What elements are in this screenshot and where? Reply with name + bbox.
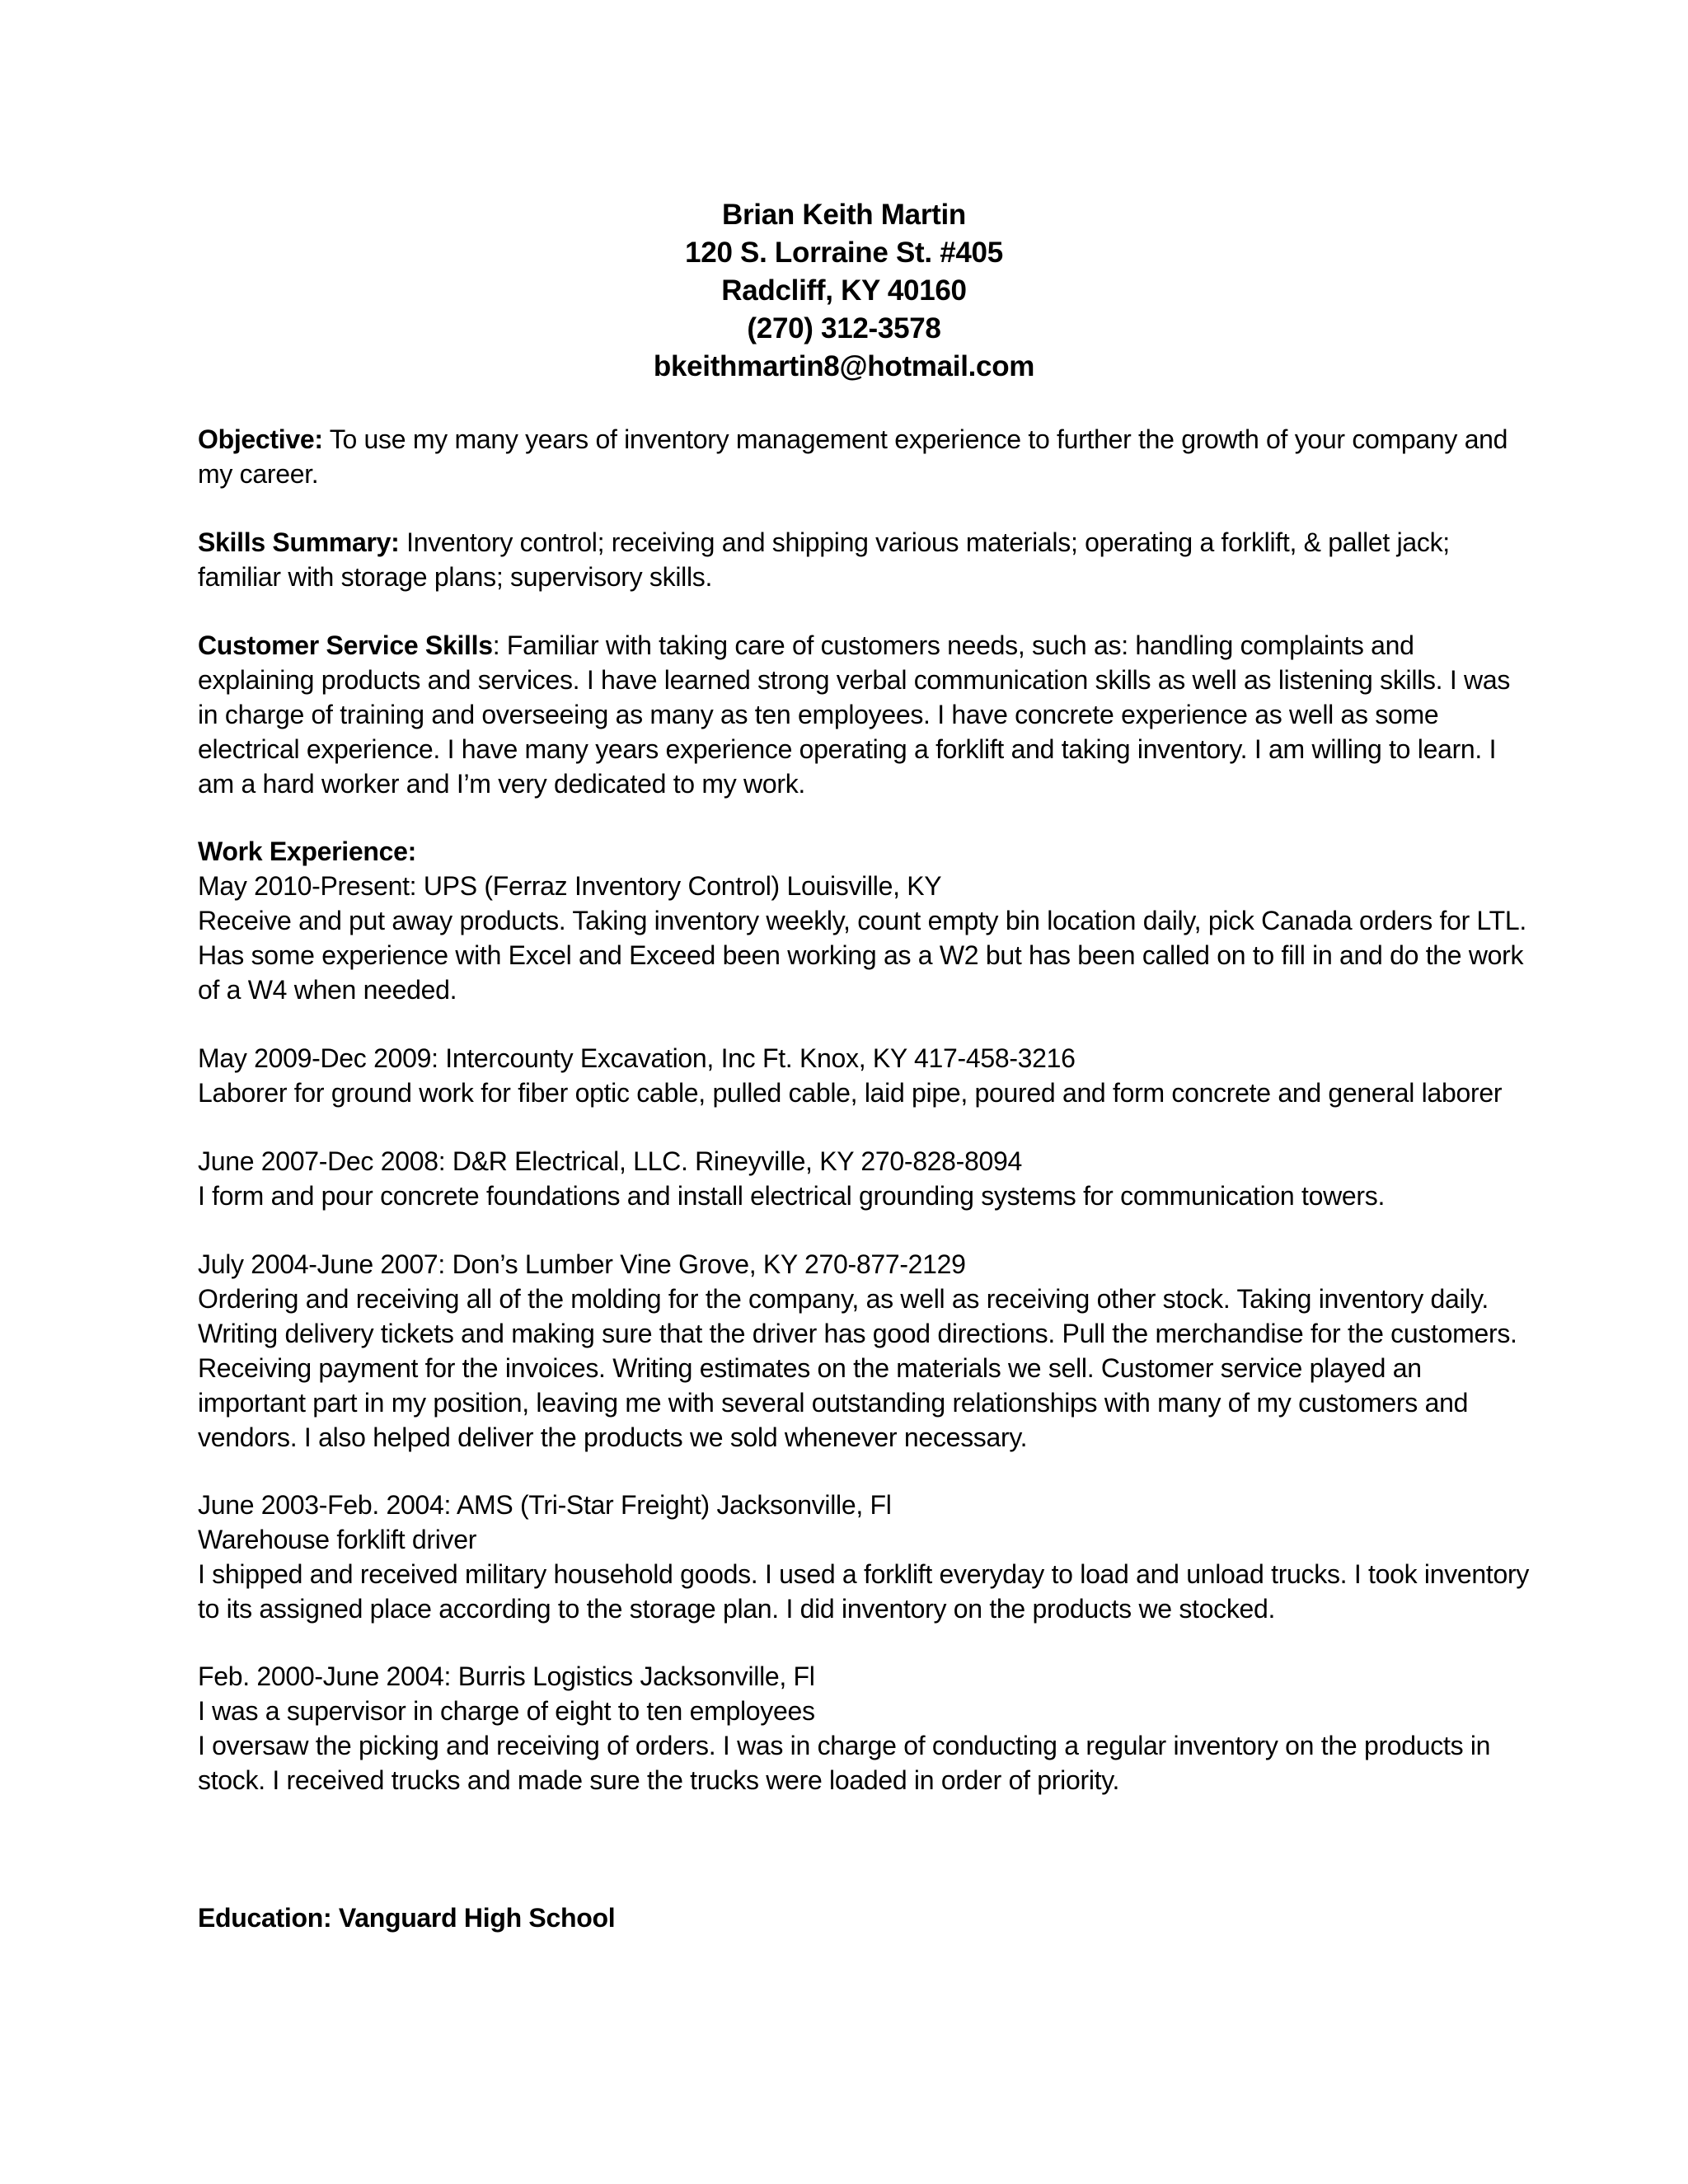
skills-summary-label: Skills Summary: [198, 527, 400, 557]
customer-service-label: Customer Service Skills [198, 630, 493, 660]
objective-text: my career. [198, 459, 319, 489]
education-section: Education: Vanguard High School [198, 1903, 616, 1933]
job-position: I was a supervisor in charge of eight to ten employees [198, 1696, 815, 1726]
objective-text: To use my many years of inventory management experience to further the growth of your company and [322, 424, 1508, 454]
job-title-line: May 2009-Dec 2009: Intercounty Excavation, Inc Ft. Knox, KY 417-458-3216 [198, 1043, 1076, 1073]
job-description: Has some experience with Excel and Exceed been working as a W2 but has been called on to fill in and do the work [198, 940, 1524, 970]
job-description: important part in my position, leaving me with several outstanding relationships with many of my customers and [198, 1388, 1469, 1418]
job-description: I form and pour concrete foundations and install electrical grounding systems for communication towers. [198, 1181, 1386, 1211]
job-entry [198, 1041, 1503, 1110]
city-state-zip: Radcliff, KY 40160 [721, 274, 967, 307]
customer-service-section [198, 628, 1511, 801]
applicant-name: Brian Keith Martin [721, 199, 966, 231]
job-description: Receive and put away products. Taking inventory weekly, count empty bin location daily, pick Canada orders for LTL. [198, 906, 1527, 935]
customer-service-text: : Familiar with taking care of customers needs, such as: handling complaints and [492, 630, 1414, 660]
job-description: I oversaw the picking and receiving of orders. I was in charge of conducting a regular inventory on the products in [198, 1731, 1491, 1760]
customer-service-text: am a hard worker and I’m very dedicated to my work. [198, 769, 805, 799]
job-description: of a W4 when needed. [198, 975, 457, 1005]
work-experience-label: Work Experience: [198, 837, 416, 866]
job-description: to its assigned place according to the storage plan. I did inventory on the products we stocked. [198, 1594, 1276, 1624]
job-description: I shipped and received military household goods. I used a forklift everyday to load and unload trucks. I took inventory [198, 1559, 1530, 1589]
phone-number: (270) 312-3578 [747, 312, 941, 344]
customer-service-text: in charge of training and overseeing as many as ten employees. I have concrete experience as well as some [198, 700, 1439, 729]
job-description: vendors. I also helped deliver the products we sold whenever necessary. [198, 1422, 1028, 1452]
job-title-line: Feb. 2000-June 2004: Burris Logistics Jacksonville, Fl [198, 1661, 815, 1691]
job-description: Laborer for ground work for fiber optic cable, pulled cable, laid pipe, poured and form concrete and general laborer [198, 1078, 1503, 1108]
job-entry [198, 1247, 1517, 1455]
job-description: stock. I received trucks and made sure the trucks were loaded in order of priority. [198, 1765, 1120, 1795]
job-title-line: July 2004-June 2007: Don’s Lumber Vine Grove, KY 270-877-2129 [198, 1249, 966, 1279]
job-description: Writing delivery tickets and making sure that the driver has good directions. Pull the merchandise for the customers. [198, 1319, 1517, 1348]
job-entry [198, 1488, 1530, 1626]
street-address: 120 S. Lorraine St. #405 [685, 237, 1003, 269]
job-description: Ordering and receiving all of the molding for the company, as well as receiving other stock. Taking inventory daily. [198, 1284, 1489, 1314]
objective-label: Objective: [198, 424, 323, 454]
customer-service-text: electrical experience. I have many years experience operating a forklift and taking inventory. I am willing to learn. I [198, 734, 1497, 764]
skills-summary-text: Inventory control; receiving and shipping various materials; operating a forklift, & pallet jack; [399, 527, 1450, 557]
contact-header [0, 196, 1688, 386]
job-title-line: June 2007-Dec 2008: D&R Electrical, LLC. Rineyville, KY 270-828-8094 [198, 1146, 1023, 1176]
email-address: bkeithmartin8@hotmail.com [653, 350, 1035, 382]
skills-summary-text: familiar with storage plans; supervisory skills. [198, 562, 713, 592]
work-experience-section [198, 834, 1527, 1007]
job-entry [198, 1144, 1500, 1213]
job-description: Receiving payment for the invoices. Writing estimates on the materials we sell. Customer service played an [198, 1353, 1422, 1383]
objective-section [198, 422, 1508, 491]
job-title-line: May 2010-Present: UPS (Ferraz Inventory Control) Louisville, KY [198, 871, 942, 901]
job-entry [198, 1659, 1500, 1797]
skills-summary-section [198, 525, 1500, 594]
customer-service-text: explaining products and services. I have learned strong verbal communication skills as well as listening skills. I was [198, 665, 1511, 695]
job-position: Warehouse forklift driver [198, 1525, 477, 1554]
job-entry [198, 869, 1527, 1007]
job-title-line: June 2003-Feb. 2004: AMS (Tri-Star Freight) Jacksonville, Fl [198, 1490, 892, 1520]
